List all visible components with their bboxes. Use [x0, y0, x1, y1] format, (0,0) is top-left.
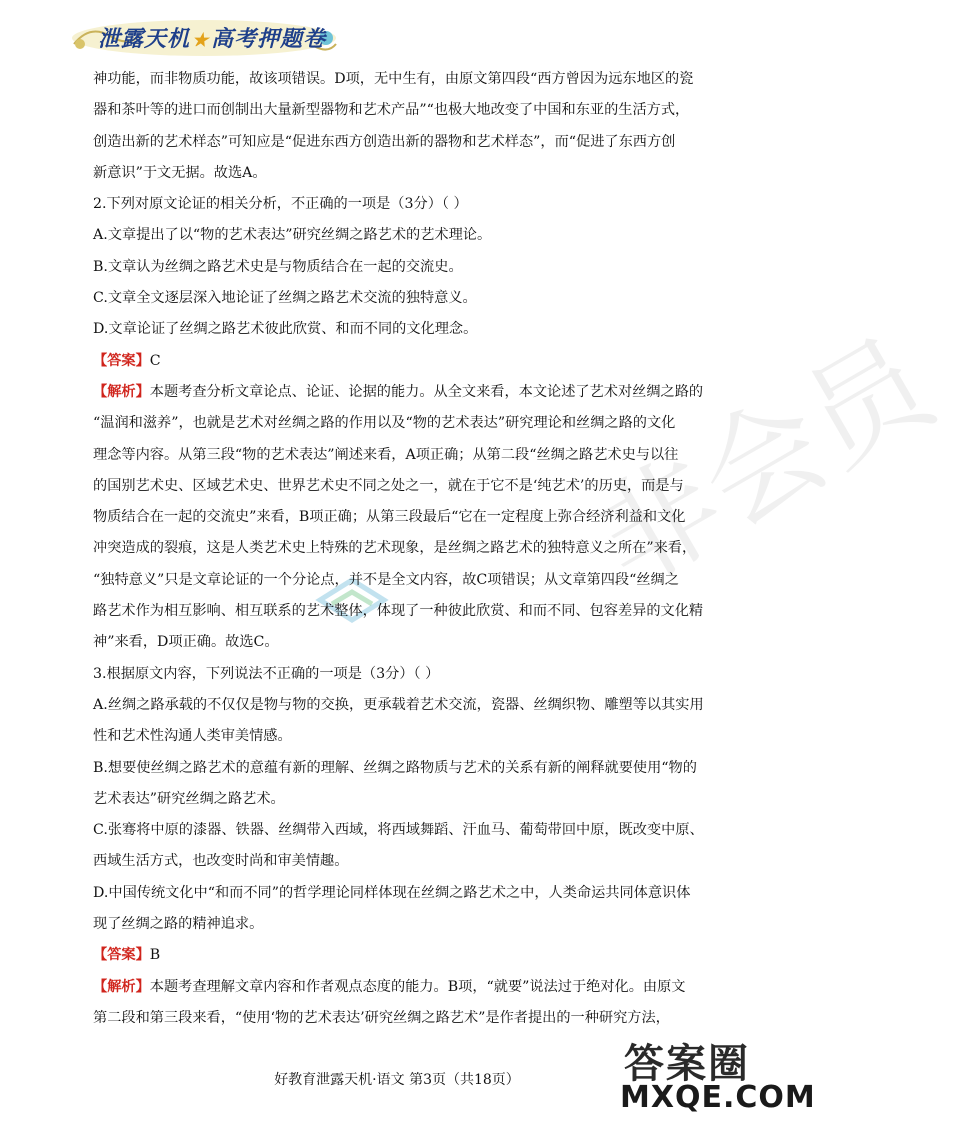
text-line: 新意识”于文无据。故选A。	[93, 164, 267, 181]
text-line: 器和茶叶等的进口而创制出大量新型器物和艺术产品”“也极大地改变了中国和东亚的生活方式，	[93, 102, 690, 119]
header-title	[98, 22, 326, 53]
analysis-line: 冲突造成的裂痕，这是人类艺术史上特殊的艺术现象，是丝绸之路艺术的独特意义之所在”来看，	[93, 540, 697, 557]
option-a-line-2: 性和艺术性沟通人类审美情感。	[93, 728, 292, 745]
question-2	[93, 189, 705, 658]
option-a-line-1: A.丝绸之路承载的不仅仅是物与物的交换，更承载着艺术交流，瓷器、丝绸织物、雕塑等以其实用	[93, 696, 704, 713]
header-banner	[70, 14, 338, 60]
analysis-tag: 【解析】	[93, 383, 150, 400]
badge-bottom-text: MXQE.COM	[620, 1080, 816, 1115]
text-line: 神功能，而非物质功能，故该项错误。D项，无中生有，由原文第四段“西方曾因为远东地区的瓷	[93, 71, 694, 87]
analysis-line: 神”来看，D项正确。故选C。	[93, 634, 279, 651]
text-line: 创造出新的艺术样态”可知应是“促进东西方创造出新的器物和艺术样态”，而“促进了东西方创	[93, 133, 676, 150]
header-title-right: 高考押题卷	[211, 26, 327, 52]
watermark-text: 非会员	[573, 313, 955, 614]
option-b: B.文章认为丝绸之路艺术史是与物质结合在一起的交流史。	[93, 258, 463, 275]
option-b-line-1: B.想要使丝绸之路艺术的意蕴有新的理解、丝绸之路物质与艺术的关系有新的阐释就要使用“物的	[93, 759, 697, 776]
option-c-line-1: C.张骞将中原的漆器、铁器、丝绸带入西域，将西域舞蹈、汗血马、葡萄带回中原，既改变中原、	[93, 822, 704, 839]
option-a: A.文章提出了以“物的艺术表达”研究丝绸之路艺术的艺术理论。	[93, 227, 492, 244]
question-stem: 2.下列对原文论证的相关分析，不正确的一项是（3分）（ ）	[93, 196, 468, 213]
answer-line	[93, 346, 705, 377]
analysis-text: 本题考查理解文章内容和作者观点态度的能力。B项，“就要”说法过于绝对化。由原文	[149, 978, 686, 995]
analysis-line: 第二段和第三段来看，“使用‘物的艺术表达’研究丝绸之路艺术”是作者提出的一种研究方法，	[93, 1009, 670, 1026]
page-footer: 好教育泄露天机·语文 第3页（共18页）	[274, 1072, 520, 1088]
star-icon: ★	[192, 30, 210, 51]
analysis-first-line	[93, 377, 705, 408]
analysis-text: 本题考查分析文章论点、论证、论据的能力。从全文来看，本文论述了艺术对丝绸之路的	[149, 383, 704, 400]
option-d-line-2: 现了丝绸之路的精神追求。	[93, 916, 264, 933]
analysis-first-line	[93, 972, 705, 1003]
document-body	[93, 64, 705, 1034]
header-title-left: 泄露天机	[98, 26, 191, 52]
question-stem: 3.根据原文内容，下列说法不正确的一项是（3分）（ ）	[93, 665, 440, 682]
badge-top-text: 答案圈	[624, 1041, 750, 1087]
analysis-line: 路艺术作为相互影响、相互联系的艺术整体，体现了一种彼此欣赏、和而不同、包容差异的文化精	[93, 603, 704, 620]
analysis-line: “独特意义”只是文章论证的一个分论点，并不是全文内容，故C项错误；从文章第四段“丝绸之	[93, 571, 679, 588]
analysis-line: 理念等内容。从第三段“物的艺术表达”阐述来看，A项正确；从第二段“丝绸之路艺术史与以往	[93, 446, 679, 463]
option-c-line-2: 西域生活方式，也改变时尚和审美情趣。	[93, 853, 349, 870]
option-d: D.文章论证了丝绸之路艺术彼此欣赏、和而不同的文化理念。	[93, 321, 478, 338]
answer-value: C	[149, 352, 161, 369]
question-3	[93, 659, 705, 1035]
option-c: C.文章全文逐层深入地论证了丝绸之路艺术交流的独特意义。	[93, 290, 477, 307]
answer-value: B	[149, 947, 161, 964]
analysis-tag: 【解析】	[93, 978, 150, 995]
analysis-line: 的国别艺术史、区域艺术史、世界艺术史不同之处之一，就在于它不是‘纯艺术’的历史，而是与	[93, 477, 684, 494]
previous-analysis-continuation	[93, 64, 705, 189]
answer-tag: 【答案】	[93, 352, 150, 369]
option-d-line-1: D.中国传统文化中“和而不同”的哲学理论同样体现在丝绸之路艺术之中，人类命运共同体意识体	[93, 884, 691, 901]
analysis-line: 物质结合在一起的交流史”来看，B项正确；从第三段最后“它在一定程度上弥合经济利益和文化	[93, 509, 686, 526]
answer-tag: 【答案】	[93, 947, 150, 964]
analysis-line: “温润和滋养”，也就是艺术对丝绸之路的作用以及“物的艺术表达”研究理论和丝绸之路的文化	[93, 415, 676, 432]
answer-line	[93, 940, 705, 971]
option-b-line-2: 艺术表达”研究丝绸之路艺术。	[93, 790, 285, 807]
